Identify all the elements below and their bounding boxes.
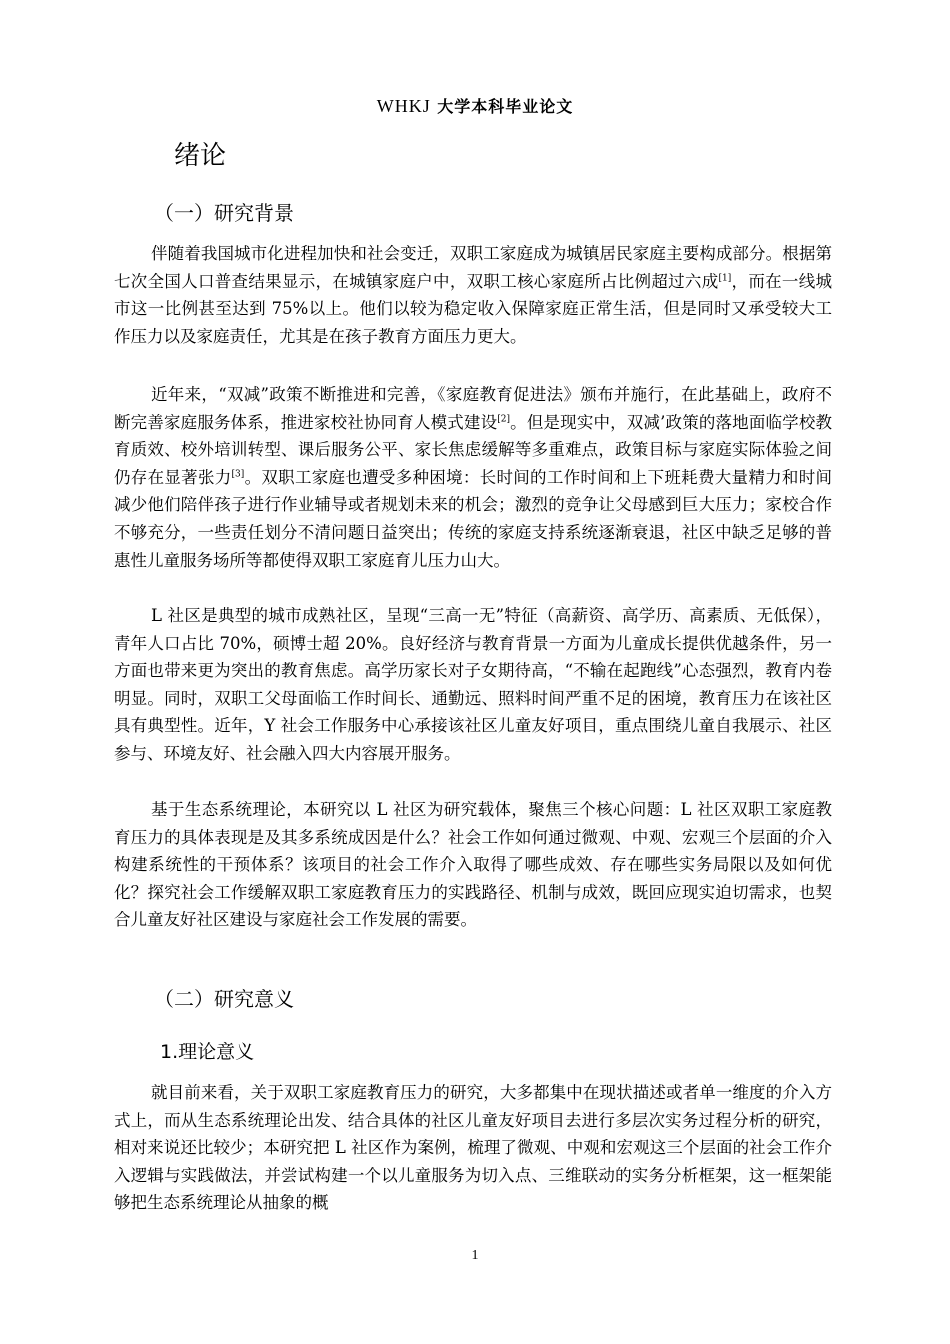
running-header bbox=[0, 94, 950, 119]
paragraph-background-3: L 社区是典型的城市成熟社区，呈现“三高一无”特征（高薪资、高学历、高素质、无低保），青年人口占比 70%，硕博士超 20%。良好经济与教育背景一方面为儿童成长提供优越条件，另一方面也带来更为突出的教育焦虑。高学历家长对子女期待高，“不输在起跑线”心态强烈，教育内卷明显。同时，双职工父母面临工作时间长、通勤远、照料时间严重不足的困境，教育压力在该社区具有典型性。近年，Y 社会工作服务中心承接该社区儿童友好项目，重点围绕儿童自我展示、社区参与、环境友好、社会融入四大内容展开服务。 bbox=[114, 606, 832, 763]
header-thesis-label: 大学本科毕业论文 bbox=[437, 97, 574, 116]
paragraph-background-4: 基于生态系统理论，本研究以 L 社区为研究载体，聚焦三个核心问题：L 社区双职工家庭教育压力的具体表现是及其多系统成因是什么？社会工作如何通过微观、中观、宏观三个层面的介入构建系统性的干预体系？该项目的社会工作介入取得了哪些成效、存在哪些实务局限以及如何优化？探究社会工作缓解双职工家庭教育压力的实践路径、机制与成效，既回应现实迫切需求，也契合儿童友好社区建设与家庭社会工作发展的需要。 bbox=[114, 800, 832, 930]
page-number: 1 bbox=[471, 1248, 479, 1263]
citation-1: [1] bbox=[718, 273, 732, 284]
chapter-title: 绪论 bbox=[174, 141, 227, 171]
citation-3: [3] bbox=[231, 469, 245, 480]
section-title-significance: （二）研究意义 bbox=[154, 987, 294, 1011]
section-title-background: （一）研究背景 bbox=[154, 201, 294, 225]
citation-2: [2] bbox=[497, 414, 510, 425]
paragraph-background-2: 近年来，“双减”政策不断推进和完善，《家庭教育促进法》颁布并施行，在此基础上，政府不断完善家庭服务体系，推进家校社协同育人模式建设[2]。但是现实中，双减’政策的落地面临学校教育质效、校外培训转型、课后服务公平、家长焦虑缓解等多重难点，政策目标与家庭实际体验之间仍存在显著张力[3]。双职工家庭也遭受多种困境：长时间的工作时间和上下班耗费大量精力和时间减少他们陪伴孩子进行作业辅导或者规划未来的机会；激烈的竞争让父母感到巨大压力；家校合作不够充分，一些责任划分不清问题日益突出；传统的家庭支持系统逐渐衰退，社区中缺乏足够的普惠性儿童服务场所等都使得双职工家庭育儿压力山大。 bbox=[114, 385, 833, 570]
paragraph-theoretical-1: 就目前来看，关于双职工家庭教育压力的研究，大多都集中在现状描述或者单一维度的介入方式上，而从生态系统理论出发、结合具体的社区儿童友好项目去进行多层次实务过程分析的研究，相对来说还比较少；本研究把 L 社区作为案例，梳理了微观、中观和宏观这三个层面的社会工作介入逻辑与实践做法，并尝试构建一个以儿童服务为切入点、三维联动的实务分析框架，这一框架能够把生态系统理论从抽象的概 bbox=[114, 1083, 832, 1213]
paragraph-background-1: 伴随着我国城市化进程加快和社会变迁，双职工家庭成为城镇居民家庭主要构成部分。根据第七次全国人口普查结果显示，在城镇家庭户中，双职工核心家庭所占比例超过六成[1]，而在一线城市这一比例甚至达到 75%以上。他们以较为稳定收入保障家庭正常生活，但是同时又承受较大工作压力以及家庭责任，尤其是在孩子教育方面压力更大。 bbox=[114, 244, 833, 346]
subsection-title-theoretical: 1.理论意义 bbox=[160, 1041, 255, 1063]
header-university-code: WHKJ bbox=[376, 96, 431, 116]
